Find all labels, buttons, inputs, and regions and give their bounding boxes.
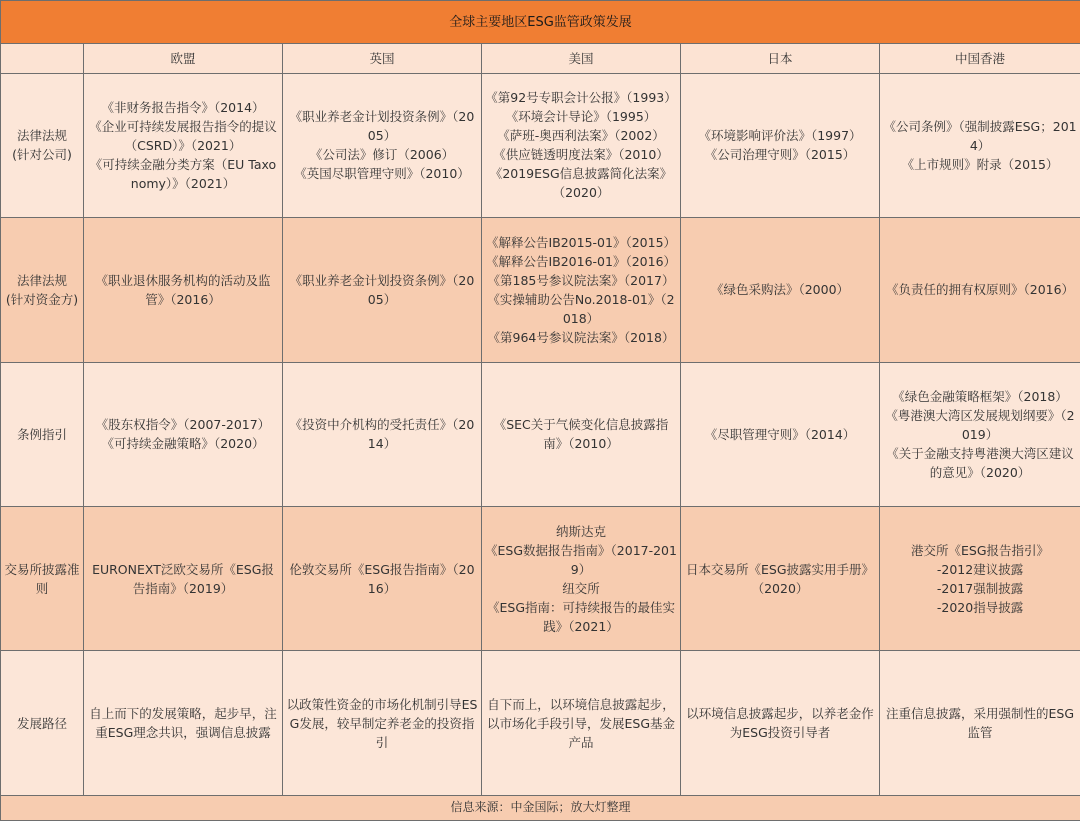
column-header-row <box>1 44 1080 73</box>
column-header-japan: 日本 <box>681 44 880 73</box>
row-label-laws-companies: 法律法规 (针对公司) <box>1 73 84 217</box>
table-row <box>1 506 1080 650</box>
table-cell: 《绿色采购法》（2000） <box>681 218 880 362</box>
column-header-uk: 英国 <box>283 44 482 73</box>
table-cell: 《绿色金融策略框架》（2018） 《粤港澳大湾区发展规划纲要》（2019） 《关于金融支持粤港澳大湾区建议的意见》（2020） <box>880 362 1080 506</box>
table-cell: EURONEXT泛欧交易所《ESG报告指南》（2019） <box>84 506 283 650</box>
row-label-laws-funders: 法律法规 (针对资金方) <box>1 218 84 362</box>
table-row <box>1 362 1080 506</box>
row-label-exchange-rules: 交易所披露准则 <box>1 506 84 650</box>
table-cell: 纳斯达克 《ESG数据报告指南》（2017-2019） 纽交所 《ESG指南：可持续报告的最佳实践》（2021） <box>482 506 681 650</box>
table-cell: 《环境影响评价法》（1997） 《公司治理守则》（2015） <box>681 73 880 217</box>
table-cell: 注重信息披露，采用强制性的ESG监管 <box>880 651 1080 795</box>
column-header-eu: 欧盟 <box>84 44 283 73</box>
table-cell: 《负责任的拥有权原则》（2016） <box>880 218 1080 362</box>
row-label-development-path: 发展路径 <box>1 651 84 795</box>
table-cell: 《投资中介机构的受托责任》（2014） <box>283 362 482 506</box>
table-cell: 《第92号专职会计公报》（1993） 《环境会计导论》（1995） 《萨班-奥西利法案》（2002） 《供应链透明度法案》（2010） 《2019ESG信息披露简化法案》（2020） <box>482 73 681 217</box>
column-header-empty <box>1 44 84 73</box>
table-cell: 《职业退休服务机构的活动及监管》（2016） <box>84 218 283 362</box>
table-cell: 港交所《ESG报告指引》 -2012建议披露 -2017强制披露 -2020指导披露 <box>880 506 1080 650</box>
table-cell: 《公司条例》（强制披露ESG；2014） 《上市规则》附录（2015） <box>880 73 1080 217</box>
table-title: 全球主要地区ESG监管政策发展 <box>1 1 1080 44</box>
table-row <box>1 218 1080 362</box>
table-cell: 日本交易所《ESG披露实用手册》（2020） <box>681 506 880 650</box>
table-cell: 以环境信息披露起步，以养老金作为ESG投资引导者 <box>681 651 880 795</box>
table-cell: 《尽职管理守则》（2014） <box>681 362 880 506</box>
table-cell: 自上而下的发展策略，起步早，注重ESG理念共识，强调信息披露 <box>84 651 283 795</box>
row-label-guidelines: 条例指引 <box>1 362 84 506</box>
table-cell: 《解释公告IB2015-01》（2015） 《解释公告IB2016-01》（2016） 《第185号参议院法案》（2017） 《实操辅助公告No.2018-01》（2018） 《第964号参议院法案》（2018） <box>482 218 681 362</box>
column-header-hongkong: 中国香港 <box>880 44 1080 73</box>
source-note: 信息来源：中金国际；放大灯整理 <box>1 795 1080 820</box>
table-row <box>1 651 1080 795</box>
table-cell: 《股东权指令》（2007-2017） 《可持续金融策略》（2020） <box>84 362 283 506</box>
table-cell: 自下而上，以环境信息披露起步，以市场化手段引导，发展ESG基金产品 <box>482 651 681 795</box>
table-cell: 《非财务报告指令》（2014） 《企业可持续发展报告指令的提议（CSRD）》（2021） 《可持续金融分类方案（EU Taxonomy）》（2021） <box>84 73 283 217</box>
table-cell: 伦敦交易所《ESG报告指南》（2016） <box>283 506 482 650</box>
table-row <box>1 73 1080 217</box>
table-cell: 以政策性资金的市场化机制引导ESG发展，较早制定养老金的投资指引 <box>283 651 482 795</box>
table-cell: 《职业养老金计划投资条例》（2005） 《公司法》修订（2006） 《英国尽职管理守则》（2010） <box>283 73 482 217</box>
column-header-us: 美国 <box>482 44 681 73</box>
table-cell: 《职业养老金计划投资条例》（2005） <box>283 218 482 362</box>
table-cell: 《SEC关于气候变化信息披露指南》（2010） <box>482 362 681 506</box>
